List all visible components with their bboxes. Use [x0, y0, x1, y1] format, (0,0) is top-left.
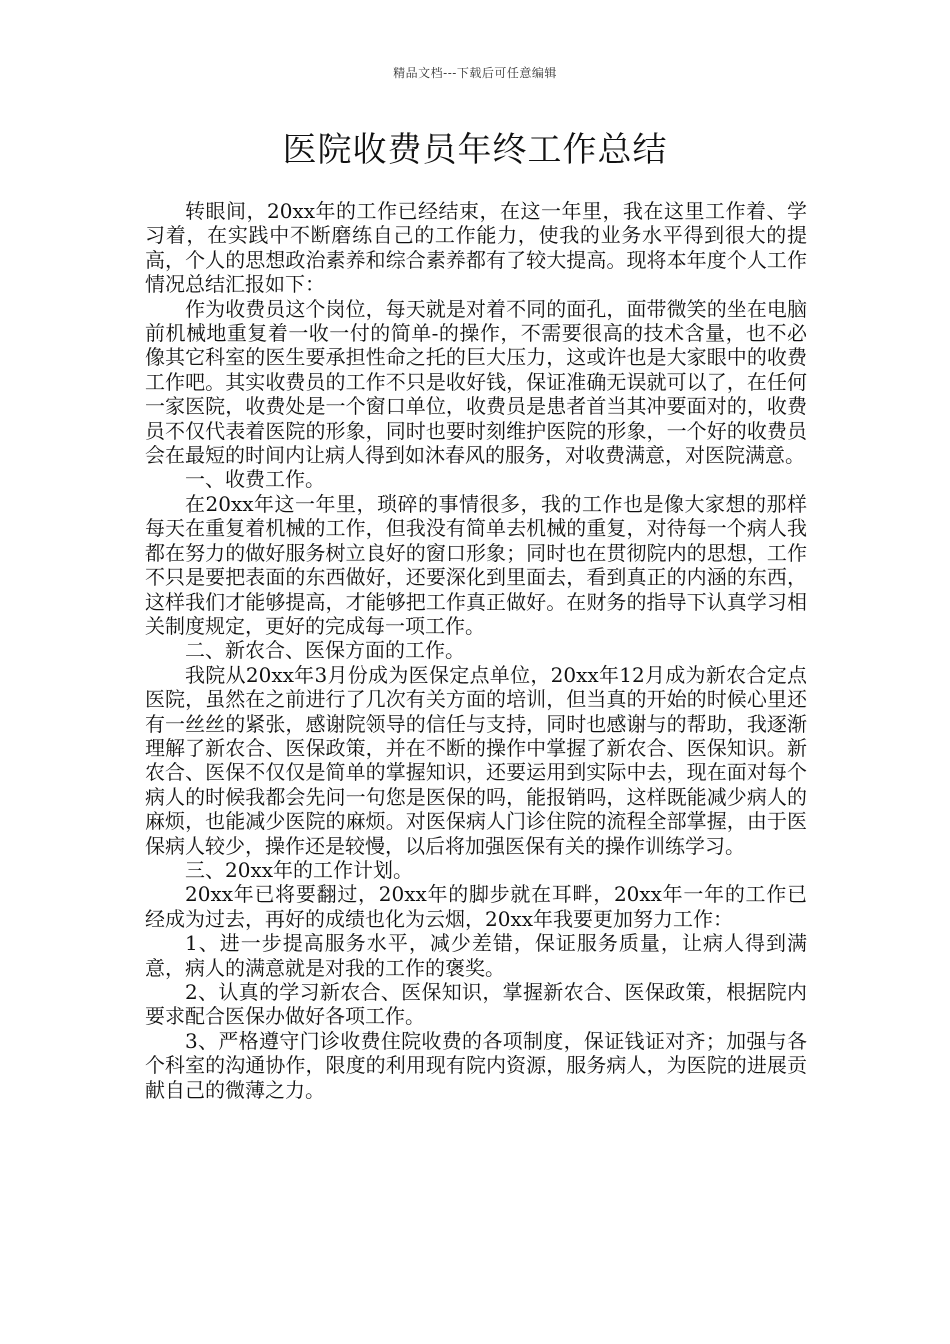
plan-item-1: 1、进一步提高服务水平，减少差错，保证服务质量，让病人得到满意，病人的满意就是对我的工作的褒奖。: [145, 931, 807, 980]
plan-item-3: 3、严格遵守门诊收费住院收费的各项制度，保证钱证对齐；加强与各个科室的沟通协作，限度的利用现有院内资源，服务病人，为医院的进展贡献自己的微薄之力。: [145, 1028, 807, 1102]
paragraph-fee-work: 在20xx年这一年里，琐碎的事情很多，我的工作也是像大家想的那样每天在重复着机械的工作，但我没有简单去机械的重复，对待每一个病人我都在努力的做好服务树立良好的窗口形象；同时也在贯彻院内的思想，工作不只是要把表面的东西做好，还要深化到里面去，看到真正的内涵的东西，这样我们才能够提高，才能够把工作真正做好。在财务的指导下认真学习相关制度规定，更好的完成每一项工作。: [145, 491, 807, 638]
header-note: 精品文档---下载后可任意编辑: [393, 66, 557, 80]
section-heading-fee-work: 一、收费工作。: [185, 467, 325, 492]
section-heading-insurance: 二、新农合、医保方面的工作。: [185, 638, 465, 663]
paragraph-plan-intro: 20xx年已将要翻过，20xx年的脚步就在耳畔，20xx年一年的工作已经成为过去，再好的成绩也化为云烟，20xx年我要更加努力工作：: [145, 882, 807, 931]
paragraph-role: 作为收费员这个岗位，每天就是对着不同的面孔，面带微笑的坐在电脑前机械地重复着一收一付的简单-的操作，不需要很高的技术含量，也不必像其它科室的医生要承担性命之托的巨大压力，这或许也是大家眼中的收费工作吧。其实收费员的工作不只是收好钱，保证准确无误就可以了，在任何一家医院，收费处是一个窗口单位，收费员是患者首当其冲要面对的，收费员不仅代表着医院的形象，同时也要时刻维护医院的形象，一个好的收费员会在最短的时间内让病人得到如沐春风的服务，对收费满意，对医院满意。: [145, 296, 807, 468]
document-body: [145, 199, 807, 1102]
paragraph-insurance: 我院从20xx年3月份成为医保定点单位，20xx年12月成为新农合定点医院，虽然在之前进行了几次有关方面的培训，但当真的开始的时候心里还有一丝丝的紧张，感谢院领导的信任与支持，同时也感谢与的帮助，我逐渐理解了新农合、医保政策，并在不断的操作中掌握了新农合、医保知识。新农合、医保不仅仅是简单的掌握知识，还要运用到实际中去，现在面对每个病人的时候我都会先问一句您是医保的吗，能报销吗，这样既能减少病人的麻烦，也能减少医院的麻烦。对医保病人门诊住院的流程全部掌握，由于医保病人较少，操作还是较慢，以后将加强医保有关的操作训练学习。: [145, 662, 807, 858]
paragraph-intro: 转眼间，20xx年的工作已经结束，在这一年里，我在这里工作着、学习着，在实践中不断磨练自己的工作能力，使我的业务水平得到很大的提高，个人的思想政治素养和综合素养都有了较大提高。现将本年度个人工作情况总结汇报如下：: [145, 199, 807, 297]
document-title: 医院收费员年终工作总结: [282, 130, 668, 170]
plan-item-2: 2、认真的学习新农合、医保知识，掌握新农合、医保政策，根据院内要求配合医保办做好各项工作。: [145, 980, 807, 1029]
section-heading-plan: 三、20xx年的工作计划。: [185, 857, 414, 882]
